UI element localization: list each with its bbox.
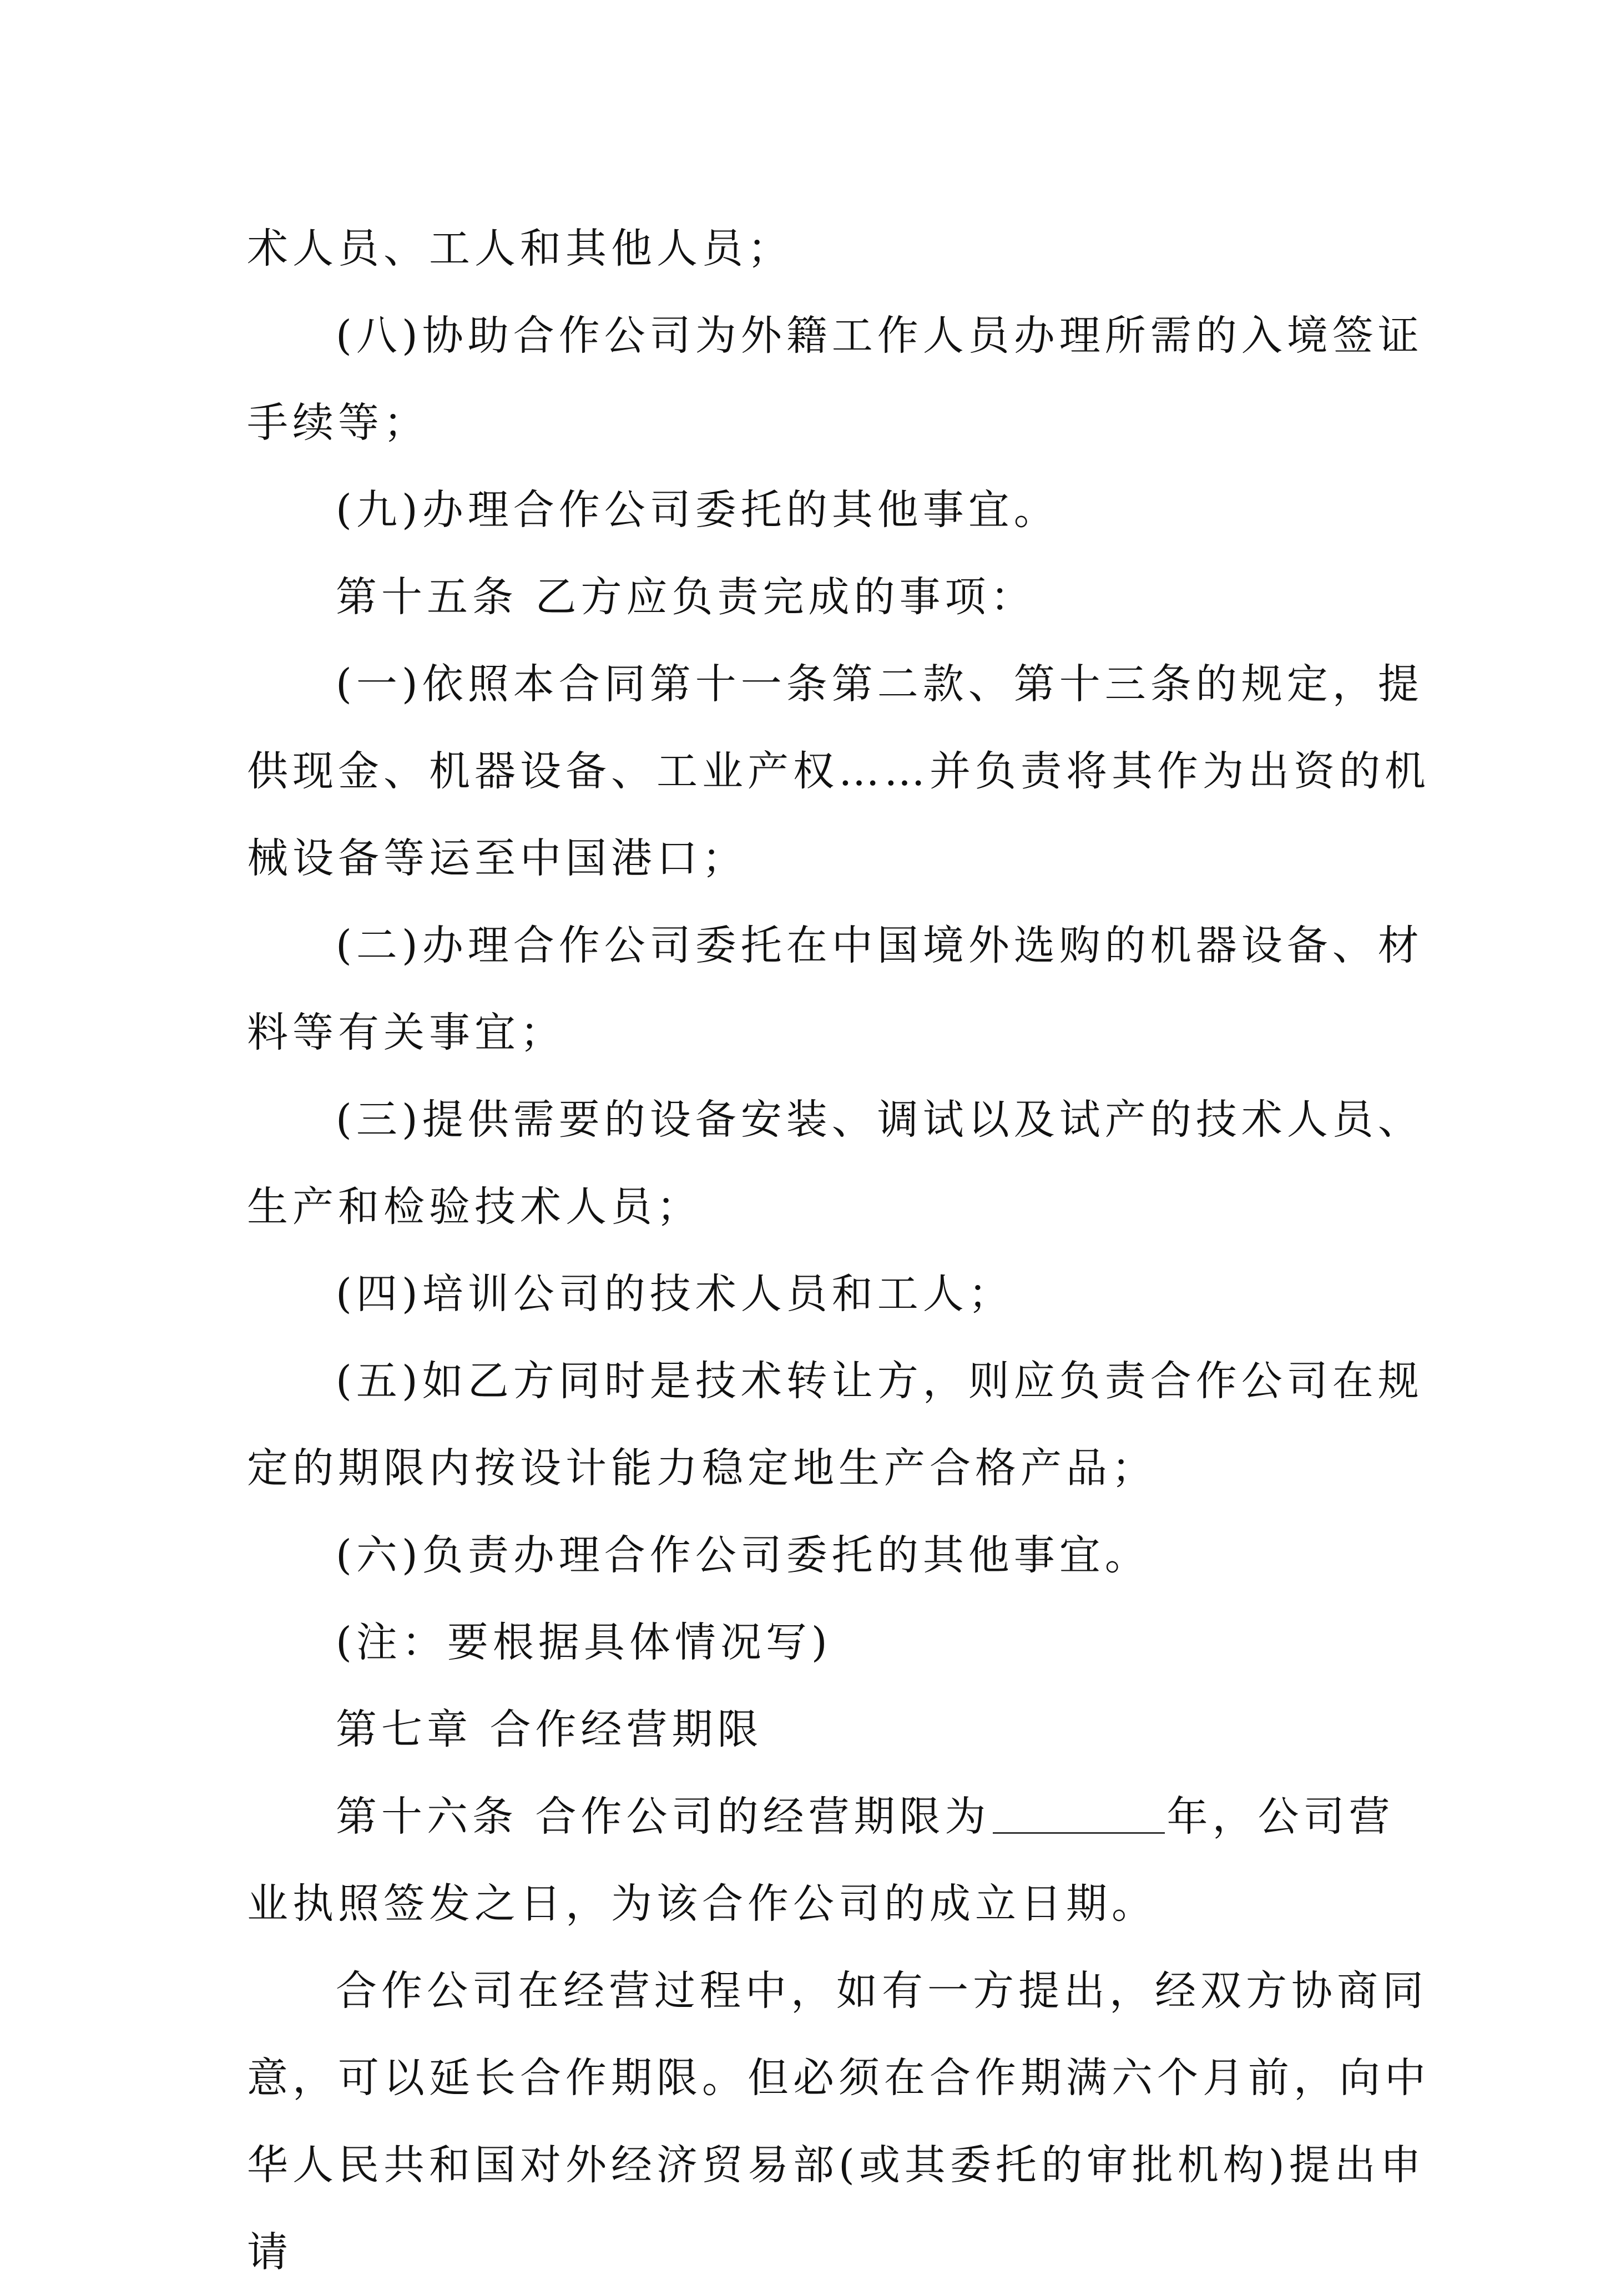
text-line: 供现金、机器设备、工业产权……并负责将其作为出资的机 — [247, 747, 1430, 795]
text-line: 华人民共和国对外经济贸易部(或其委托的审批机构)提出申 — [247, 2141, 1426, 2189]
clause-4: (四)培训公司的技术人员和工人； — [336, 1270, 1014, 1318]
text-line: 意，可以延长合作期限。但必须在合作期满六个月前，向中 — [247, 2054, 1430, 2102]
clause-9: (九)办理合作公司委托的其他事宜。 — [336, 486, 1059, 534]
text-line: 料等有关事宜； — [247, 1009, 565, 1056]
paragraph-extension: 合作公司在经营过程中，如有一方提出，经双方协商同 — [336, 1967, 1428, 2015]
clause-5: (五)如乙方同时是技术转让方，则应负责合作公司在规 — [336, 1357, 1423, 1405]
text-line: 手续等； — [247, 399, 429, 447]
fill-in-blank — [993, 1830, 1165, 1834]
text-line: 械设备等运至中国港口； — [247, 835, 748, 882]
clause-6: (六)负责办理合作公司委托的其他事宜。 — [336, 1531, 1150, 1579]
clause-1: (一)依照本合同第十一条第二款、第十三条的规定，提 — [336, 660, 1423, 708]
text-line: 生产和检验技术人员； — [247, 1183, 702, 1231]
clause-2: (二)办理合作公司委托在中国境外选购的机器设备、材 — [336, 922, 1423, 969]
text-line: 定的期限内按设计能力稳定地生产合格产品； — [247, 1444, 1157, 1492]
note-line: (注：要根据具体情况写) — [336, 1619, 832, 1666]
text-line: 请 — [247, 2228, 292, 2276]
article-16 — [247, 1773, 1395, 1860]
document-body — [247, 205, 1430, 2296]
chapter-7-heading: 第七章 合作经营期限 — [336, 1706, 763, 1753]
article-15-heading: 第十五条 乙方应负责完成的事项： — [336, 573, 1036, 621]
text-line: 业执照签发之日，为该合作公司的成立日期。 — [247, 1880, 1157, 1928]
clause-8: (八)协助合作公司为外籍工作人员办理所需的入境签证 — [336, 312, 1423, 360]
article-16-suffix: 年，公司营 — [1166, 1793, 1395, 1840]
text-line: 术人员、工人和其他人员； — [247, 225, 793, 272]
clause-3: (三)提供需要的设备安装、调试以及试产的技术人员、 — [336, 1096, 1423, 1144]
article-16-prefix: 第十六条 合作公司的经营期限为 — [336, 1793, 991, 1840]
